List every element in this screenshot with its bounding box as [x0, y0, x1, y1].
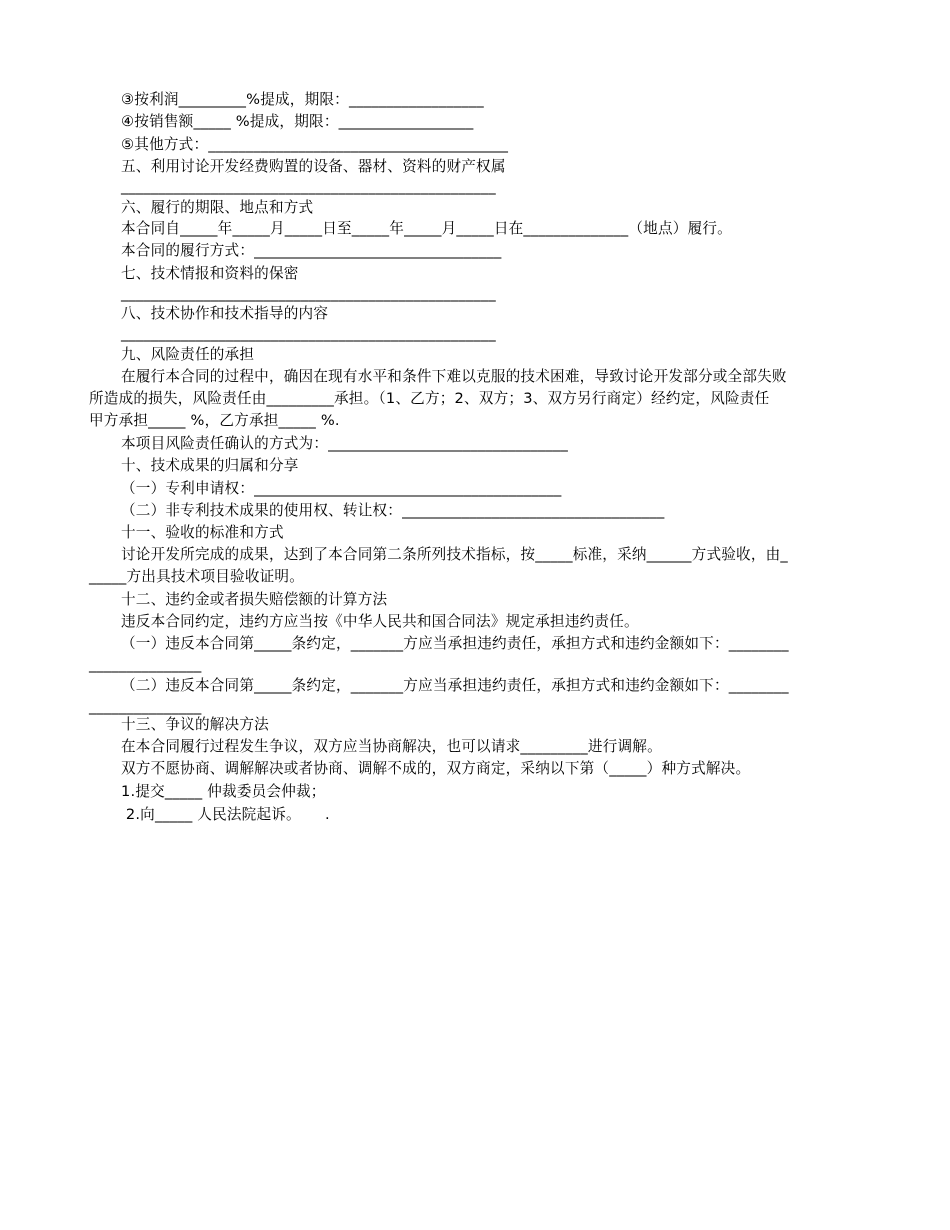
text-line: （二）非专利技术成果的使用权、转让权：___________________________________ — [121, 502, 665, 519]
section-heading: 十、技术成果的归属和分享 — [121, 457, 299, 474]
text-line: （一）专利申请权：_________________________________________ — [121, 480, 562, 497]
text-line: 在履行本合同的过程中，确因在现有水平和条件下难以克服的技术困难，导致讨论开发部分或全部失败 — [121, 368, 787, 385]
section-heading: 十三、争议的解决方法 — [121, 716, 269, 733]
blank-line: __________________________________________________ — [121, 285, 496, 302]
text-line: 2.向_____ 人民法院起诉。 . — [121, 806, 330, 823]
text-line: ④按销售额_____ %提成，期限：__________________ — [121, 113, 474, 130]
blank-line: __________________________________________________ — [121, 178, 496, 195]
text-line: 讨论开发所完成的成果，达到了本合同第二条所列技术指标，按_____标准，采纳______方式验收，由_ — [121, 546, 788, 563]
section-heading: 八、技术协作和技术指导的内容 — [121, 305, 329, 322]
text-line: ③按利润_________%提成，期限：__________________ — [121, 91, 484, 108]
text-line: 本项目风险责任确认的方式为：________________________________ — [121, 435, 569, 452]
text-line: 在本合同履行过程发生争议，双方应当协商解决，也可以请求_________进行调解。 — [121, 738, 662, 755]
text-line: 所造成的损失，风险责任由_________承担。（1、乙方；2、双方；3、双方另行商定）经约定，风险责任 — [89, 390, 770, 407]
text-line: 甲方承担_____ %，乙方承担_____ %. — [89, 412, 340, 429]
section-heading: 十一、验收的标准和方式 — [121, 524, 284, 541]
blank-line: _______________ — [89, 698, 202, 715]
text-line: ⑤其他方式：________________________________________ — [121, 136, 509, 153]
text-line: 双方不愿协商、调解解决或者协商、调解不成的，双方商定，采纳以下第（_____）种方式解决。 — [121, 760, 751, 777]
section-heading: 十二、违约金或者损失赔偿额的计算方法 — [121, 591, 388, 608]
text-line: 1.提交_____ 仲裁委员会仲裁； — [121, 783, 326, 800]
text-line: 本合同的履行方式：_________________________________ — [121, 242, 502, 259]
text-line: （一）违反本合同第_____条约定，_______方应当承担违约责任，承担方式和违约金额如下：________ — [121, 635, 789, 652]
text-line: （二）违反本合同第_____条约定，_______方应当承担违约责任，承担方式和违约金额如下：________ — [121, 677, 789, 694]
section-heading: 六、履行的期限、地点和方式 — [121, 199, 314, 216]
blank-line: __________________________________________________ — [121, 325, 496, 342]
text-line: _____方出具技术项目验收证明。 — [89, 568, 305, 585]
text-line: 本合同自_____年_____月_____日至_____年_____月_____日在______________（地点）履行。 — [121, 220, 732, 237]
text-line: 违反本合同约定，违约方应当按《中华人民共和国合同法》规定承担违约责任。 — [121, 613, 639, 630]
section-heading: 九、风险责任的承担 — [121, 346, 255, 363]
blank-line: _______________ — [89, 656, 202, 673]
section-heading: 五、利用讨论开发经费购置的设备、器材、资料的财产权属 — [121, 158, 506, 175]
section-heading: 七、技术情报和资料的保密 — [121, 265, 299, 282]
